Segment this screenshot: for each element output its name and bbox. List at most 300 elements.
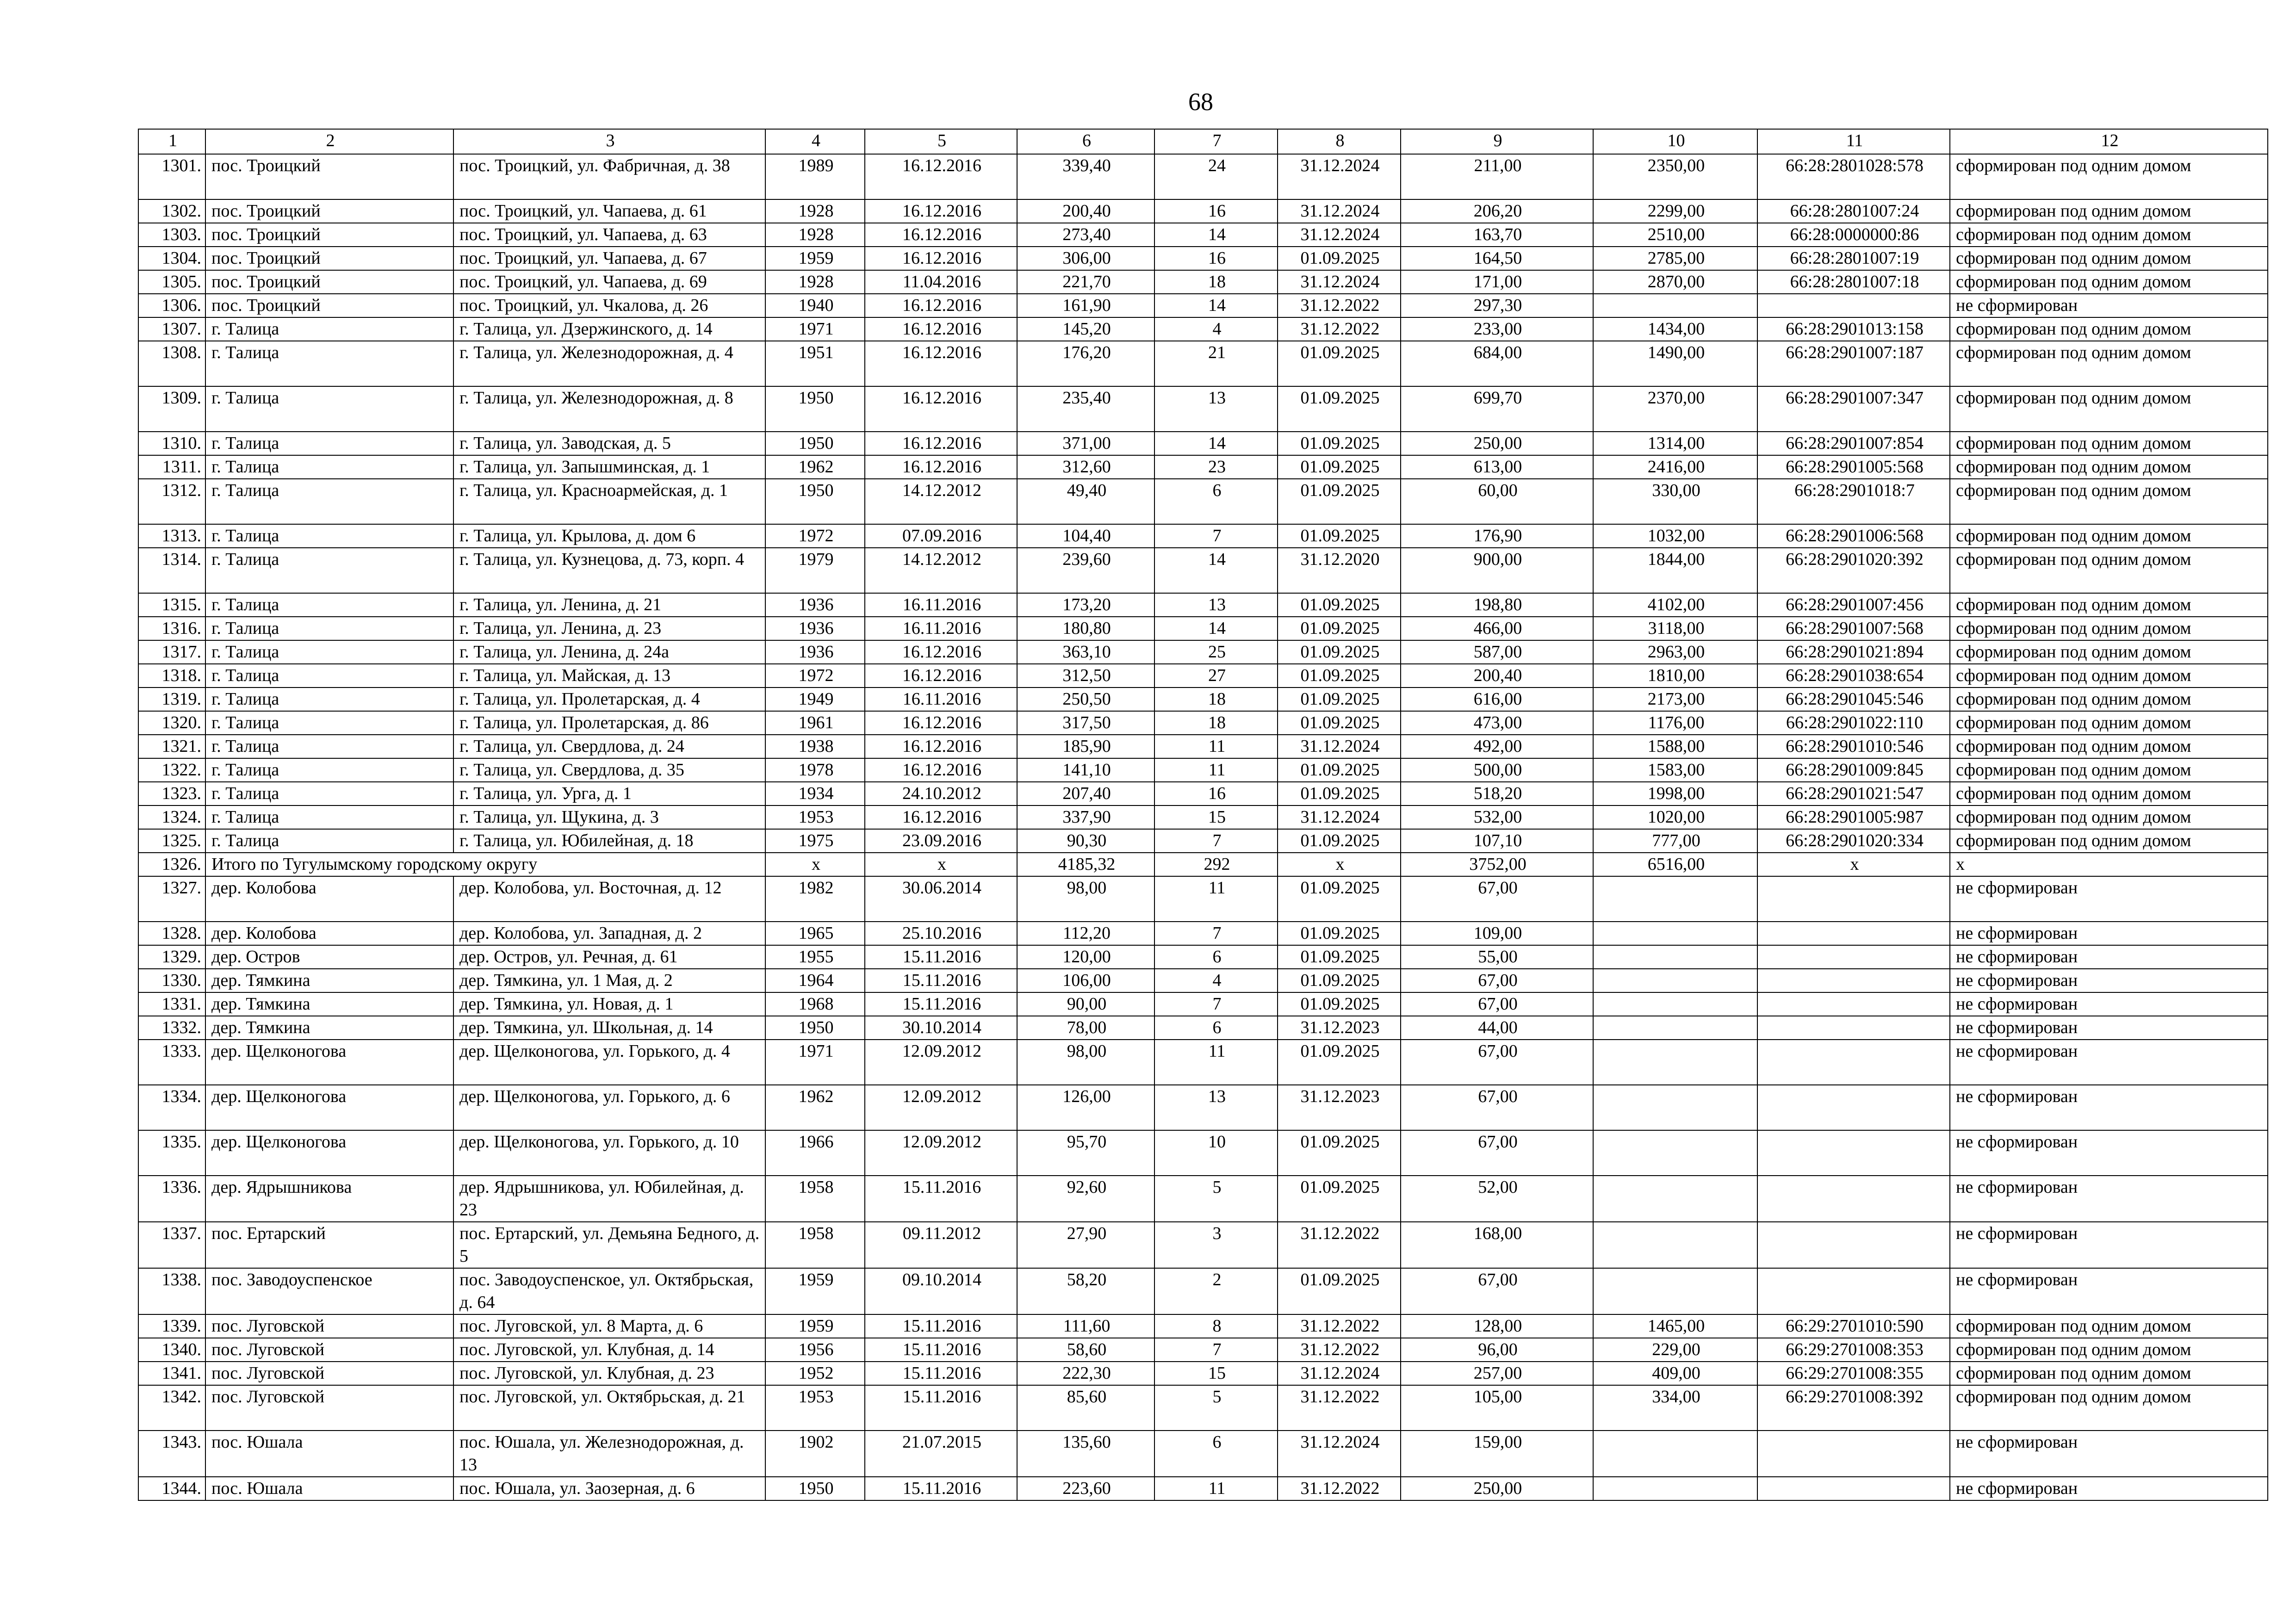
land-area <box>1593 1016 1757 1040</box>
address: пос. Троицкий, ул. Чапаева, д. 67 <box>453 247 765 270</box>
land-status: сформирован под одним домом <box>1950 154 2268 199</box>
deadline-date: 01.09.2025 <box>1278 711 1401 735</box>
build-year: 1950 <box>765 1016 865 1040</box>
land-area: 2785,00 <box>1593 247 1757 270</box>
land-area: 777,00 <box>1593 829 1757 853</box>
cost-value: 206,20 <box>1401 199 1593 223</box>
cadastral-number: x <box>1757 853 1950 876</box>
survey-date: 23.09.2016 <box>865 829 1017 853</box>
land-status: не сформирован <box>1950 1040 2268 1085</box>
land-status: не сформирован <box>1950 1085 2268 1130</box>
locality: дер. Тямкина <box>205 992 453 1016</box>
locality: дер. Щелконогова <box>205 1040 453 1085</box>
build-year: 1964 <box>765 969 865 992</box>
residents-count: 6 <box>1154 1431 1278 1477</box>
residents-count: 292 <box>1154 853 1278 876</box>
cadastral-number: 66:28:2901045:546 <box>1757 688 1950 711</box>
survey-date: 16.12.2016 <box>865 735 1017 758</box>
cost-value: 211,00 <box>1401 154 1593 199</box>
table-row <box>138 829 2268 853</box>
area-value: 200,40 <box>1017 199 1154 223</box>
land-status: сформирован под одним домом <box>1950 664 2268 688</box>
area-value: 221,70 <box>1017 270 1154 294</box>
deadline-date: 01.09.2025 <box>1278 640 1401 664</box>
deadline-date: 31.12.2024 <box>1278 1431 1401 1477</box>
address: г. Талица, ул. Щукина, д. 3 <box>453 805 765 829</box>
cost-value: 233,00 <box>1401 317 1593 341</box>
deadline-date: 01.09.2025 <box>1278 945 1401 969</box>
land-area <box>1593 1040 1757 1085</box>
deadline-date: 01.09.2025 <box>1278 758 1401 782</box>
cost-value: 616,00 <box>1401 688 1593 711</box>
survey-date: 16.12.2016 <box>865 154 1017 199</box>
address: г. Талица, ул. Ленина, д. 24а <box>453 640 765 664</box>
table-row <box>138 711 2268 735</box>
land-area: 6516,00 <box>1593 853 1757 876</box>
residents-count: 13 <box>1154 1085 1278 1130</box>
row-number: 1303. <box>138 223 205 247</box>
cost-value: 900,00 <box>1401 548 1593 593</box>
survey-date: 16.11.2016 <box>865 593 1017 617</box>
locality: г. Талица <box>205 548 453 593</box>
survey-date: 15.11.2016 <box>865 992 1017 1016</box>
build-year: 1938 <box>765 735 865 758</box>
cost-value: 171,00 <box>1401 270 1593 294</box>
deadline-date: 31.12.2022 <box>1278 1477 1401 1500</box>
address: г. Талица, ул. Пролетарская, д. 86 <box>453 711 765 735</box>
address: пос. Луговской, ул. 8 Марта, д. 6 <box>453 1314 765 1338</box>
cadastral-number: 66:28:2801007:18 <box>1757 270 1950 294</box>
area-value: 135,60 <box>1017 1431 1154 1477</box>
residents-count: 7 <box>1154 922 1278 945</box>
land-status: сформирован под одним домом <box>1950 617 2268 640</box>
deadline-date: 31.12.2022 <box>1278 1222 1401 1268</box>
land-status: сформирован под одним домом <box>1950 1314 2268 1338</box>
land-area: 2350,00 <box>1593 154 1757 199</box>
row-number: 1330. <box>138 969 205 992</box>
area-value: 173,20 <box>1017 593 1154 617</box>
deadline-date: 01.09.2025 <box>1278 1268 1401 1314</box>
cost-value: 107,10 <box>1401 829 1593 853</box>
table-body <box>138 154 2268 1500</box>
row-number: 1331. <box>138 992 205 1016</box>
deadline-date: 01.09.2025 <box>1278 593 1401 617</box>
table-row <box>138 1431 2268 1477</box>
table-row <box>138 922 2268 945</box>
table-row <box>138 1268 2268 1314</box>
cost-value: 67,00 <box>1401 969 1593 992</box>
land-status: сформирован под одним домом <box>1950 386 2268 432</box>
table-row <box>138 386 2268 432</box>
residents-count: 11 <box>1154 1040 1278 1085</box>
deadline-date: 01.09.2025 <box>1278 1040 1401 1085</box>
area-value: 161,90 <box>1017 294 1154 317</box>
build-year: 1951 <box>765 341 865 386</box>
address: пос. Троицкий, ул. Чапаева, д. 63 <box>453 223 765 247</box>
locality: пос. Троицкий <box>205 247 453 270</box>
row-number: 1321. <box>138 735 205 758</box>
row-number: 1341. <box>138 1362 205 1385</box>
land-status: сформирован под одним домом <box>1950 1362 2268 1385</box>
land-area <box>1593 945 1757 969</box>
residents-count: 16 <box>1154 199 1278 223</box>
survey-date: 15.11.2016 <box>865 969 1017 992</box>
address: пос. Троицкий, ул. Чапаева, д. 61 <box>453 199 765 223</box>
row-number: 1325. <box>138 829 205 853</box>
cadastral-number: 66:28:2901005:987 <box>1757 805 1950 829</box>
row-number: 1333. <box>138 1040 205 1085</box>
address: пос. Троицкий, ул. Чапаева, д. 69 <box>453 270 765 294</box>
row-number: 1329. <box>138 945 205 969</box>
address: дер. Ядрышникова, ул. Юбилейная, д. 23 <box>453 1176 765 1222</box>
area-value: 363,10 <box>1017 640 1154 664</box>
address: дер. Остров, ул. Речная, д. 61 <box>453 945 765 969</box>
build-year: 1962 <box>765 455 865 479</box>
locality: г. Талица <box>205 432 453 455</box>
cost-value: 3752,00 <box>1401 853 1593 876</box>
residents-count: 4 <box>1154 969 1278 992</box>
locality: г. Талица <box>205 479 453 524</box>
table-row <box>138 593 2268 617</box>
cadastral-number <box>1757 1268 1950 1314</box>
area-value: 98,00 <box>1017 1040 1154 1085</box>
address: г. Талица, ул. Урга, д. 1 <box>453 782 765 805</box>
column-number-row <box>138 129 2268 154</box>
residents-count: 11 <box>1154 758 1278 782</box>
deadline-date: 01.09.2025 <box>1278 341 1401 386</box>
cadastral-number <box>1757 1016 1950 1040</box>
survey-date: 15.11.2016 <box>865 1362 1017 1385</box>
locality: г. Талица <box>205 688 453 711</box>
deadline-date: 01.09.2025 <box>1278 432 1401 455</box>
row-number: 1320. <box>138 711 205 735</box>
build-year: 1953 <box>765 1385 865 1431</box>
survey-date: 16.12.2016 <box>865 247 1017 270</box>
row-number: 1332. <box>138 1016 205 1040</box>
locality: пос. Троицкий <box>205 154 453 199</box>
survey-date: 14.12.2012 <box>865 548 1017 593</box>
cost-value: 67,00 <box>1401 1040 1593 1085</box>
deadline-date: 01.09.2025 <box>1278 479 1401 524</box>
area-value: 180,80 <box>1017 617 1154 640</box>
locality: пос. Луговской <box>205 1314 453 1338</box>
deadline-date: 01.09.2025 <box>1278 992 1401 1016</box>
address: пос. Троицкий, ул. Чкалова, д. 26 <box>453 294 765 317</box>
row-number: 1338. <box>138 1268 205 1314</box>
residents-count: 3 <box>1154 1222 1278 1268</box>
land-area: 2870,00 <box>1593 270 1757 294</box>
deadline-date: 31.12.2023 <box>1278 1085 1401 1130</box>
build-year: 1975 <box>765 829 865 853</box>
build-year: 1962 <box>765 1085 865 1130</box>
table-row <box>138 199 2268 223</box>
land-area: 3118,00 <box>1593 617 1757 640</box>
land-area: 1032,00 <box>1593 524 1757 548</box>
survey-date: 15.11.2016 <box>865 1477 1017 1500</box>
address: дер. Щелконогова, ул. Горького, д. 6 <box>453 1085 765 1130</box>
table-row <box>138 758 2268 782</box>
land-status: сформирован под одним домом <box>1950 199 2268 223</box>
row-number: 1339. <box>138 1314 205 1338</box>
cadastral-number <box>1757 969 1950 992</box>
table-row <box>138 735 2268 758</box>
locality: дер. Колобова <box>205 922 453 945</box>
land-area: 4102,00 <box>1593 593 1757 617</box>
land-area: 1998,00 <box>1593 782 1757 805</box>
cost-value: 67,00 <box>1401 1085 1593 1130</box>
row-number: 1342. <box>138 1385 205 1431</box>
land-area <box>1593 1477 1757 1500</box>
area-value: 371,00 <box>1017 432 1154 455</box>
area-value: 92,60 <box>1017 1176 1154 1222</box>
land-status: сформирован под одним домом <box>1950 1338 2268 1362</box>
deadline-date: 31.12.2024 <box>1278 735 1401 758</box>
land-area <box>1593 876 1757 922</box>
land-status: x <box>1950 853 2268 876</box>
address: г. Талица, ул. Железнодорожная, д. 8 <box>453 386 765 432</box>
locality: г. Талица <box>205 829 453 853</box>
cost-value: 257,00 <box>1401 1362 1593 1385</box>
residents-count: 14 <box>1154 432 1278 455</box>
cost-value: 163,70 <box>1401 223 1593 247</box>
deadline-date: 31.12.2024 <box>1278 223 1401 247</box>
cost-value: 492,00 <box>1401 735 1593 758</box>
deadline-date: 31.12.2020 <box>1278 548 1401 593</box>
land-area: 1588,00 <box>1593 735 1757 758</box>
land-status: не сформирован <box>1950 1130 2268 1176</box>
cost-value: 198,80 <box>1401 593 1593 617</box>
address: пос. Юшала, ул. Заозерная, д. 6 <box>453 1477 765 1500</box>
area-value: 126,00 <box>1017 1085 1154 1130</box>
deadline-date: 31.12.2022 <box>1278 317 1401 341</box>
survey-date: 16.12.2016 <box>865 199 1017 223</box>
land-status: сформирован под одним домом <box>1950 688 2268 711</box>
land-area: 1176,00 <box>1593 711 1757 735</box>
area-value: 312,50 <box>1017 664 1154 688</box>
cost-value: 613,00 <box>1401 455 1593 479</box>
cadastral-number: 66:28:0000000:86 <box>1757 223 1950 247</box>
address: пос. Луговской, ул. Октябрьская, д. 21 <box>453 1385 765 1431</box>
table-row <box>138 853 2268 876</box>
build-year: 1936 <box>765 617 865 640</box>
table-row <box>138 1016 2268 1040</box>
area-value: 112,20 <box>1017 922 1154 945</box>
locality: пос. Троицкий <box>205 270 453 294</box>
deadline-date: 01.09.2025 <box>1278 876 1401 922</box>
area-value: 312,60 <box>1017 455 1154 479</box>
area-value: 207,40 <box>1017 782 1154 805</box>
residents-count: 13 <box>1154 386 1278 432</box>
table-row <box>138 270 2268 294</box>
locality: г. Талица <box>205 593 453 617</box>
land-area: 1844,00 <box>1593 548 1757 593</box>
residents-count: 6 <box>1154 1016 1278 1040</box>
locality: г. Талица <box>205 711 453 735</box>
survey-date: 14.12.2012 <box>865 479 1017 524</box>
deadline-date: 31.12.2022 <box>1278 1314 1401 1338</box>
area-value: 306,00 <box>1017 247 1154 270</box>
cost-value: 44,00 <box>1401 1016 1593 1040</box>
cost-value: 518,20 <box>1401 782 1593 805</box>
locality: г. Талица <box>205 386 453 432</box>
address: г. Талица, ул. Ленина, д. 23 <box>453 617 765 640</box>
build-year: 1965 <box>765 922 865 945</box>
cost-value: 500,00 <box>1401 758 1593 782</box>
table-row <box>138 688 2268 711</box>
locality: г. Талица <box>205 758 453 782</box>
address: пос. Луговской, ул. Клубная, д. 23 <box>453 1362 765 1385</box>
build-year: x <box>765 853 865 876</box>
residents-count: 11 <box>1154 735 1278 758</box>
area-value: 95,70 <box>1017 1130 1154 1176</box>
cost-value: 164,50 <box>1401 247 1593 270</box>
cadastral-number <box>1757 992 1950 1016</box>
land-area <box>1593 922 1757 945</box>
residents-count: 14 <box>1154 294 1278 317</box>
table-row <box>138 223 2268 247</box>
deadline-date: 31.12.2024 <box>1278 1362 1401 1385</box>
cadastral-number: 66:29:2701008:355 <box>1757 1362 1950 1385</box>
row-number: 1337. <box>138 1222 205 1268</box>
row-number: 1322. <box>138 758 205 782</box>
survey-date: 16.12.2016 <box>865 758 1017 782</box>
row-number: 1334. <box>138 1085 205 1130</box>
survey-date: 30.10.2014 <box>865 1016 1017 1040</box>
deadline-date: 01.09.2025 <box>1278 247 1401 270</box>
row-number: 1309. <box>138 386 205 432</box>
cost-value: 532,00 <box>1401 805 1593 829</box>
survey-date: 15.11.2016 <box>865 1385 1017 1431</box>
land-status: сформирован под одним домом <box>1950 432 2268 455</box>
build-year: 1978 <box>765 758 865 782</box>
cadastral-number <box>1757 1130 1950 1176</box>
land-area <box>1593 1431 1757 1477</box>
row-number: 1305. <box>138 270 205 294</box>
build-year: 1934 <box>765 782 865 805</box>
build-year: 1953 <box>765 805 865 829</box>
cadastral-number: 66:28:2901021:894 <box>1757 640 1950 664</box>
area-value: 106,00 <box>1017 969 1154 992</box>
row-number: 1308. <box>138 341 205 386</box>
address: пос. Заводоуспенское, ул. Октябрьская, д. 64 <box>453 1268 765 1314</box>
build-year: 1955 <box>765 945 865 969</box>
deadline-date: 31.12.2023 <box>1278 1016 1401 1040</box>
land-area: 2510,00 <box>1593 223 1757 247</box>
residents-count: 14 <box>1154 548 1278 593</box>
area-value: 317,50 <box>1017 711 1154 735</box>
cadastral-number: 66:28:2901021:547 <box>1757 782 1950 805</box>
land-status: сформирован под одним домом <box>1950 758 2268 782</box>
build-year: 1940 <box>765 294 865 317</box>
build-year: 1959 <box>765 1314 865 1338</box>
housing-registry-table <box>138 129 2268 1501</box>
land-status: не сформирован <box>1950 945 2268 969</box>
land-area: 2416,00 <box>1593 455 1757 479</box>
cadastral-number <box>1757 1477 1950 1500</box>
build-year: 1966 <box>765 1130 865 1176</box>
area-value: 235,40 <box>1017 386 1154 432</box>
area-value: 145,20 <box>1017 317 1154 341</box>
locality: г. Талица <box>205 455 453 479</box>
land-area: 1810,00 <box>1593 664 1757 688</box>
address: г. Талица, ул. Дзержинского, д. 14 <box>453 317 765 341</box>
deadline-date: 01.09.2025 <box>1278 617 1401 640</box>
land-area: 1465,00 <box>1593 1314 1757 1338</box>
deadline-date: 01.09.2025 <box>1278 455 1401 479</box>
build-year: 1958 <box>765 1176 865 1222</box>
residents-count: 14 <box>1154 223 1278 247</box>
address: дер. Тямкина, ул. Новая, д. 1 <box>453 992 765 1016</box>
deadline-date: 31.12.2022 <box>1278 294 1401 317</box>
build-year: 1989 <box>765 154 865 199</box>
table-row <box>138 341 2268 386</box>
area-value: 58,20 <box>1017 1268 1154 1314</box>
land-area <box>1593 1130 1757 1176</box>
land-status: не сформирован <box>1950 1477 2268 1500</box>
build-year: 1959 <box>765 1268 865 1314</box>
address: пос. Ертарский, ул. Демьяна Бедного, д. 5 <box>453 1222 765 1268</box>
deadline-date: 31.12.2024 <box>1278 154 1401 199</box>
cadastral-number: 66:28:2801007:19 <box>1757 247 1950 270</box>
row-number: 1314. <box>138 548 205 593</box>
land-status: не сформирован <box>1950 294 2268 317</box>
residents-count: 13 <box>1154 593 1278 617</box>
row-number: 1316. <box>138 617 205 640</box>
table-row <box>138 992 2268 1016</box>
locality: пос. Луговской <box>205 1385 453 1431</box>
table-row <box>138 548 2268 593</box>
table-row <box>138 1362 2268 1385</box>
deadline-date: 01.09.2025 <box>1278 664 1401 688</box>
area-value: 222,30 <box>1017 1362 1154 1385</box>
cost-value: 67,00 <box>1401 992 1593 1016</box>
locality: дер. Тямкина <box>205 969 453 992</box>
build-year: 1959 <box>765 247 865 270</box>
address: дер. Щелконогова, ул. Горького, д. 10 <box>453 1130 765 1176</box>
area-value: 120,00 <box>1017 945 1154 969</box>
cadastral-number: 66:28:2901005:568 <box>1757 455 1950 479</box>
cadastral-number: 66:28:2801028:578 <box>1757 154 1950 199</box>
cost-value: 105,00 <box>1401 1385 1593 1431</box>
page-number: 68 <box>1188 88 1213 116</box>
land-status: сформирован под одним домом <box>1950 711 2268 735</box>
survey-date: 16.11.2016 <box>865 688 1017 711</box>
build-year: 1968 <box>765 992 865 1016</box>
land-status: сформирован под одним домом <box>1950 341 2268 386</box>
area-value: 111,60 <box>1017 1314 1154 1338</box>
survey-date: 15.11.2016 <box>865 1338 1017 1362</box>
table-header <box>138 129 2268 154</box>
cost-value: 168,00 <box>1401 1222 1593 1268</box>
cost-value: 699,70 <box>1401 386 1593 432</box>
survey-date: 16.12.2016 <box>865 640 1017 664</box>
row-number: 1326. <box>138 853 205 876</box>
build-year: 1928 <box>765 223 865 247</box>
survey-date: 09.10.2014 <box>865 1268 1017 1314</box>
survey-date: 25.10.2016 <box>865 922 1017 945</box>
build-year: 1950 <box>765 1477 865 1500</box>
column-header: 5 <box>865 129 1017 154</box>
cadastral-number: 66:28:2901007:347 <box>1757 386 1950 432</box>
cadastral-number <box>1757 922 1950 945</box>
residents-count: 11 <box>1154 1477 1278 1500</box>
address: г. Талица, ул. Запышминская, д. 1 <box>453 455 765 479</box>
cost-value: 250,00 <box>1401 1477 1593 1500</box>
survey-date: 16.12.2016 <box>865 317 1017 341</box>
column-header: 12 <box>1950 129 2268 154</box>
residents-count: 5 <box>1154 1176 1278 1222</box>
table-row <box>138 1040 2268 1085</box>
